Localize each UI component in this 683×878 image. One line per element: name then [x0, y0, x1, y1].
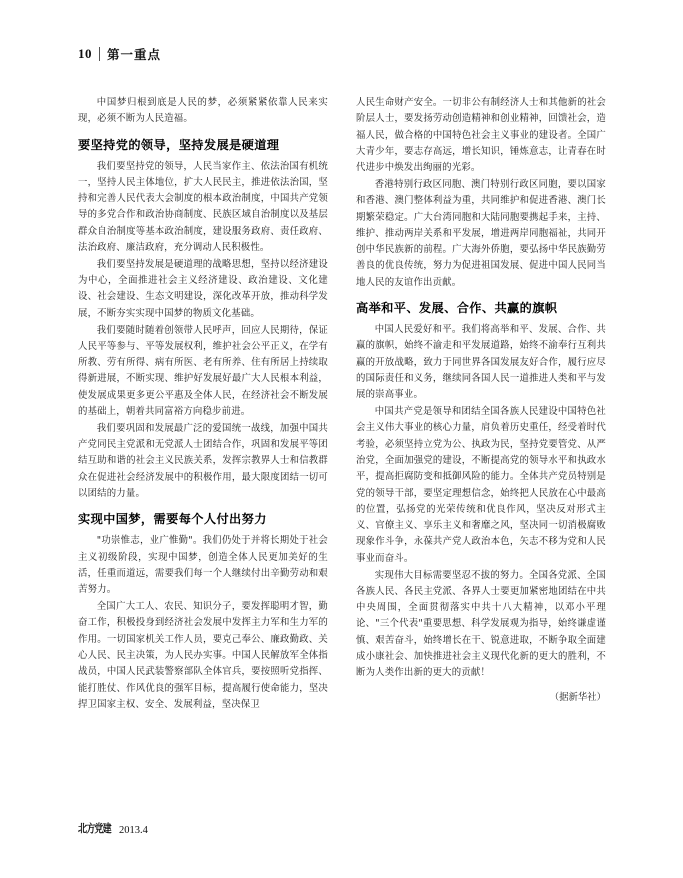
- section-title: 第一重点: [107, 47, 162, 62]
- subheading: 高举和平、发展、合作、共赢的旗帜: [356, 301, 558, 316]
- paragraph: 我们要巩固和发展最广泛的爱国统一战线，加强中国共产党同民主党派和无党派人士团结合作，巩固和发展平等团结互助和谐的社会主义民族关系，发挥宗教界人士和信教群众在促进社会经济发展中的积极作用，最大限度团结一切可以团结的力量。: [78, 422, 328, 500]
- paragraph: 中国人民爱好和平。我们将高举和平、发展、合作、共赢的旗帜，始终不渝走和平发展道路，始终不渝奉行互利共赢的开放战略，致力于同世界各国发展友好合作，履行应尽的国际责任和义务，继续同各国人民一道推进人类和平与发展的崇高事业。: [356, 324, 606, 401]
- paragraph: 我们要随时随着创领带人民呼声，回应人民期待，保证人民平等参与、平等发展权利，维护社会公平正义，在学有所教、劳有所得、病有所医、老有所养、住有所居上持续取得新进展，不断实现、维护好发展好最广大人民根本利益，使发展成果更多更公平惠及全体人民，在经济社会不断发展的基础上，朝着共同富裕方向稳步前进。: [78, 324, 328, 418]
- paragraph: 我们要坚持发展是硬道理的战略思想，坚持以经济建设为中心，全面推进社会主义经济建设、政治建设、文化建设、社会建设、生态文明建设，深化改革开放，推动科学发展，不断夯实实现中国梦的物质文化基础。: [78, 258, 328, 319]
- page-header: [78, 44, 161, 64]
- paragraph: 人民生命财产安全。一切非公有制经济人士和其他新的社会阶层人士，要发扬劳动创造精神和创业精神，回馈社会，造福人民，做合格的中国特色社会主义事业的建设者。全国广大青少年，要志存高远，增长知识，锤炼意志，让青春在时代进步中焕发出绚丽的光彩。: [356, 97, 606, 174]
- paragraph: 全国广大工人、农民、知识分子，要发挥聪明才智，勤奋工作，积极投身到经济社会发展中发挥主力军和生力军的作用。一切国家机关工作人员，要克己奉公、廉政勤政、关心人民、民主决策，为人民办实事。中国人民解放军全体指战员，中国人民武装警察部队全体官兵，要按照听党指挥、能打胜仗、作风优良的强军目标，提高履行使命能力，坚决捍卫国家主权、安全、发展利益，坚决保卫: [78, 601, 328, 710]
- paragraph: 我们要坚持党的领导，人民当家作主、依法治国有机统一，坚持人民主体地位，扩大人民民主，推进依法治国，坚持和完善人民代表大会制度的根本政治制度，中国共产党领导的多党合作和政治协商制度、民族区域自治制度以及基层群众自治制度等基本政治制度，建设服务政府、责任政府、法治政府、廉洁政府，充分调动人民积极性。: [78, 160, 328, 254]
- subheading: 实现中国梦，需要每个人付出努力: [78, 512, 267, 527]
- article-source: （据新华社）: [549, 691, 606, 703]
- paragraph: 实现伟大目标需要坚忍不拔的努力。全国各党派、全国各族人民、各民主党派、各界人士要更加紧密地团结在中共中央周围，全面贯彻落实中共十八大精神，以邓小平理论、"三个代表"重要思想、科学发展观为指导，始终谦虚谨慎、艰苦奋斗，始终增长在干、锐意进取，不断争取全面建成小康社会、加快推进社会主义现代化新的更大的胜利，不断为人类作出新的更大的贡献！: [356, 569, 606, 679]
- paragraph: "功崇惟志，业广惟勤"。我们仍处于并将长期处于社会主义初级阶段，实现中国梦，创造全体人民更加美好的生活，任重而道远，需要我们每一个人继续付出辛勤劳动和艰苦努力。: [78, 535, 328, 596]
- issue-number: 2013.4: [119, 825, 148, 836]
- page-number: 10: [78, 46, 92, 61]
- magazine-logo: 北方党建: [78, 822, 111, 835]
- column-left: [78, 95, 328, 795]
- paragraph: 中国梦归根到底是人民的梦，必须紧紧依靠人民来实现，必须不断为人民造福。: [78, 97, 328, 125]
- article-body: [78, 95, 606, 795]
- subheading: 要坚持党的领导，坚持发展是硬道理: [78, 137, 280, 152]
- paragraph: 香港特别行政区同胞、澳门特别行政区同胞，要以国家和香港、澳门整体利益为重，共同维护和促进香港、澳门长期繁荣稳定。广大台湾同胞和大陆同胞要携起手来，主持、维护、推动两岸关系和平发展，增进两岸同胞福祉，共同开创中华民族新的前程。广大海外侨胞，要弘扬中华民族勤劳善良的优良传统，努力为促进祖国发展、促进中国人民同当地人民的友谊作出贡献。: [356, 178, 606, 288]
- paragraph: 中国共产党是领导和团结全国各族人民建设中国特色社会主义伟大事业的核心力量，肩负着历史重任，经受着时代考验，必须坚持立党为公、执政为民，坚持党要管党、从严治党，全面加强党的建设，不断提高党的领导水平和执政水平，提高拒腐防变和抵御风险的能力。全体共产党员特别是党的领导干部，要坚定理想信念，始终把人民放在心中最高的位置，弘扬党的光荣传统和优良作风，坚决反对形式主义、官僚主义、享乐主义和奢靡之风，坚决同一切消极腐败现象作斗争，永葆共产党人政治本色，矢志不移为党和人民事业而奋斗。: [356, 406, 606, 564]
- column-right: [356, 95, 606, 795]
- page-footer: [78, 820, 148, 836]
